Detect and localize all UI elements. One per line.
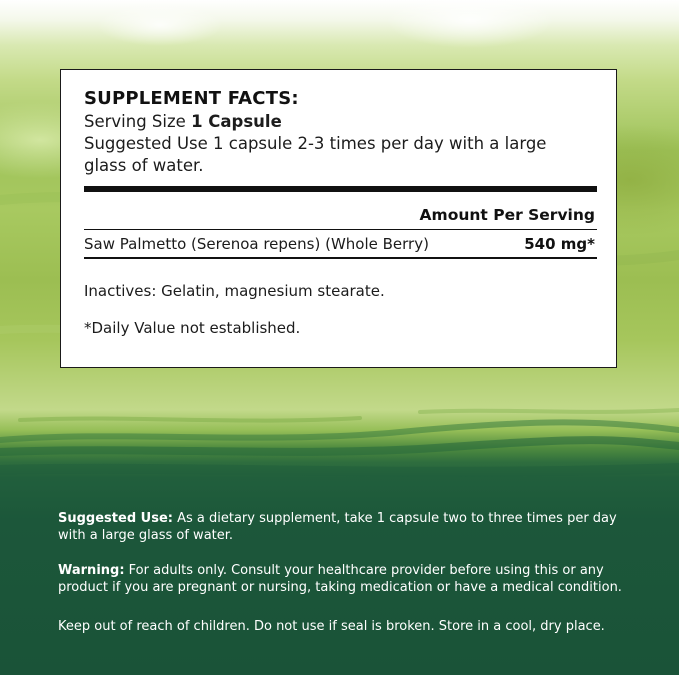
warning-text: For adults only. Consult your healthcare provider before using this or any product if you are pregnant or nursing, taking medication or have a medical condition. bbox=[58, 563, 622, 595]
ingredient-name: Saw Palmetto (Serenoa repens) (Whole Berry) bbox=[84, 235, 429, 253]
daily-value-note: *Daily Value not established. bbox=[84, 319, 301, 337]
thin-divider-bottom bbox=[84, 257, 597, 259]
suggested-use-note bbox=[58, 510, 648, 544]
facts-heading: SUPPLEMENT FACTS: bbox=[84, 88, 299, 109]
thick-divider bbox=[84, 186, 597, 192]
supplement-facts-panel bbox=[60, 69, 617, 368]
warning-label: Warning: bbox=[58, 563, 125, 578]
serving-size-value: 1 Capsule bbox=[191, 112, 282, 131]
thin-divider-top bbox=[84, 229, 597, 230]
suggested-use-line-2: glass of water. bbox=[84, 156, 204, 175]
ingredient-amount: 540 mg* bbox=[524, 235, 595, 253]
serving-size-line bbox=[84, 112, 282, 131]
suggested-use-line-1: Suggested Use 1 capsule 2-3 times per day with a large bbox=[84, 134, 547, 153]
storage-note: Keep out of reach of children. Do not use if seal is broken. Store in a cool, dry place. bbox=[58, 619, 605, 634]
serving-size-label: Serving Size bbox=[84, 112, 186, 131]
warning-note bbox=[58, 562, 648, 596]
suggested-use-label: Suggested Use: bbox=[58, 511, 173, 526]
suggested-use-text: As a dietary supplement, take 1 capsule two to three times per day with a large glass of water. bbox=[58, 511, 617, 543]
inactive-ingredients: Inactives: Gelatin, magnesium stearate. bbox=[84, 282, 385, 300]
amount-per-serving-header: Amount Per Serving bbox=[419, 206, 595, 224]
